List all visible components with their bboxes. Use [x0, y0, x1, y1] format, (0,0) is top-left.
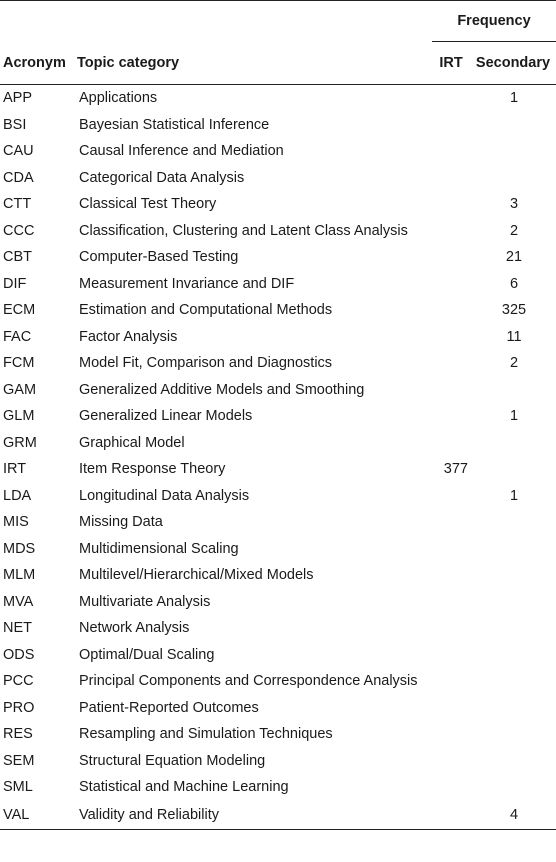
table-row: [0, 536, 556, 563]
secondary-frequency-cell: 1: [509, 90, 519, 107]
irt-frequency-cell: [432, 748, 470, 775]
irt-frequency-cell: [432, 562, 470, 589]
secondary-frequency-cell: 325: [501, 302, 527, 319]
table-row: [0, 642, 556, 669]
irt-frequency-cell: [432, 403, 470, 430]
table-row: [0, 377, 556, 404]
acronym-cell: MVA: [3, 593, 34, 610]
irt-frequency-cell: [432, 695, 470, 722]
secondary-frequency-cell: 1: [509, 487, 519, 504]
topic-cell: Graphical Model: [79, 434, 185, 451]
irt-frequency-cell: [432, 430, 470, 457]
acronym-cell: MLM: [3, 567, 36, 584]
acronym-cell: CDA: [3, 169, 34, 186]
topic-cell: Measurement Invariance and DIF: [79, 275, 295, 292]
irt-frequency-cell: [432, 377, 470, 404]
table-row: [0, 403, 556, 430]
irt-frequency-cell: [432, 721, 470, 748]
topic-cell: Statistical and Machine Learning: [79, 779, 289, 796]
topic-cell: Classification, Clustering and Latent Class Analysis: [79, 222, 408, 239]
table-row: [0, 695, 556, 722]
acronym-cell: GLM: [3, 408, 35, 425]
irt-frequency-cell: [432, 112, 470, 139]
acronym-cell: GRM: [3, 434, 37, 451]
table-row: [0, 456, 556, 483]
acronym-cell: PCC: [3, 673, 34, 690]
acronym-cell: ECM: [3, 302, 36, 319]
table-row: [0, 244, 556, 271]
table-row: [0, 589, 556, 616]
secondary-frequency-cell: [470, 430, 556, 457]
acronym-cell: GAM: [3, 381, 37, 398]
table-row: [0, 191, 556, 218]
acronym-cell: CCC: [3, 222, 35, 239]
irt-frequency-cell: [432, 642, 470, 669]
secondary-frequency-cell: [470, 615, 556, 642]
secondary-frequency-cell: 11: [506, 328, 522, 345]
header-irt: IRT: [432, 42, 470, 85]
table-row: [0, 668, 556, 695]
header-acronym: Acronym: [0, 42, 74, 85]
secondary-frequency-cell: [470, 165, 556, 192]
secondary-frequency-cell: [470, 509, 556, 536]
secondary-frequency-cell: [470, 562, 556, 589]
irt-frequency-cell: 377: [443, 461, 468, 478]
table-row: [0, 721, 556, 748]
topic-cell: Patient-Reported Outcomes: [79, 699, 259, 716]
table-row: [0, 85, 556, 112]
secondary-frequency-cell: [470, 112, 556, 139]
header-frequency: Frequency: [432, 1, 556, 42]
table-row: [0, 483, 556, 510]
secondary-frequency-cell: [470, 721, 556, 748]
topic-cell: Model Fit, Comparison and Diagnostics: [79, 355, 333, 372]
header-topic-category: Topic category: [74, 42, 432, 85]
table-row: [0, 350, 556, 377]
acronym-cell: CAU: [3, 143, 34, 160]
secondary-frequency-cell: 21: [505, 249, 523, 266]
table-row: [0, 774, 556, 801]
table-row: [0, 112, 556, 139]
acronym-cell: MIS: [3, 514, 29, 531]
topic-cell: Resampling and Simulation Techniques: [79, 726, 333, 743]
secondary-frequency-cell: [470, 748, 556, 775]
topic-cell: Principal Components and Correspondence Analysis: [79, 673, 418, 690]
table-row: [0, 138, 556, 165]
irt-frequency-cell: [432, 218, 470, 245]
irt-frequency-cell: [432, 165, 470, 192]
table-row: [0, 430, 556, 457]
irt-frequency-cell: [432, 801, 470, 830]
acronym-cell: CBT: [3, 249, 32, 266]
irt-frequency-cell: [432, 350, 470, 377]
acronym-cell: SML: [3, 779, 33, 796]
table-header: [0, 1, 556, 85]
irt-frequency-cell: [432, 509, 470, 536]
table-row: [0, 509, 556, 536]
acronym-cell: MDS: [3, 540, 36, 557]
secondary-frequency-cell: [470, 456, 556, 483]
secondary-frequency-cell: 2: [509, 222, 519, 239]
secondary-frequency-cell: [470, 589, 556, 616]
header-secondary: Secondary: [470, 42, 556, 85]
topic-cell: Missing Data: [79, 514, 163, 531]
acronym-cell: LDA: [3, 487, 32, 504]
topic-cell: Structural Equation Modeling: [79, 752, 266, 769]
irt-frequency-cell: [432, 536, 470, 563]
header-spacer: [74, 1, 432, 42]
topic-cell: Validity and Reliability: [74, 801, 432, 830]
acronym-cell: VAL: [0, 801, 74, 830]
acronym-cell: APP: [3, 90, 33, 107]
acronym-cell: BSI: [3, 116, 27, 133]
topic-cell: Classical Test Theory: [79, 196, 217, 213]
irt-frequency-cell: [432, 324, 470, 351]
secondary-frequency-cell: [470, 377, 556, 404]
table-row: [0, 615, 556, 642]
secondary-frequency-cell: [470, 138, 556, 165]
topic-cell: Generalized Linear Models: [79, 408, 253, 425]
irt-frequency-cell: [432, 271, 470, 298]
acronym-cell: RES: [3, 726, 33, 743]
topic-cell: Multidimensional Scaling: [79, 540, 239, 557]
irt-frequency-cell: [432, 244, 470, 271]
secondary-frequency-cell: [470, 774, 556, 801]
acronym-cell: ODS: [3, 646, 35, 663]
secondary-frequency-cell: [470, 642, 556, 669]
header-spacer: [0, 1, 74, 42]
topic-cell: Estimation and Computational Methods: [79, 302, 333, 319]
topic-cell: Multivariate Analysis: [79, 593, 211, 610]
irt-frequency-cell: [432, 589, 470, 616]
topic-cell: Causal Inference and Mediation: [79, 143, 284, 160]
irt-frequency-cell: [432, 615, 470, 642]
irt-frequency-cell: [432, 85, 470, 112]
table-row: [0, 297, 556, 324]
irt-frequency-cell: [432, 774, 470, 801]
topic-cell: Network Analysis: [79, 620, 190, 637]
header-row-frequency: [0, 1, 556, 42]
secondary-frequency-cell: [470, 536, 556, 563]
acronym-cell: DIF: [3, 275, 27, 292]
topic-cell: Bayesian Statistical Inference: [79, 116, 270, 133]
topic-cell: Generalized Additive Models and Smoothing: [79, 381, 365, 398]
topic-cell: Item Response Theory: [79, 461, 226, 478]
table-row: [0, 562, 556, 589]
secondary-frequency-cell: [470, 668, 556, 695]
irt-frequency-cell: [432, 668, 470, 695]
acronym-cell: PRO: [3, 699, 35, 716]
secondary-frequency-cell: 6: [509, 275, 519, 292]
acronym-cell: FCM: [3, 355, 35, 372]
topic-cell: Multilevel/Hierarchical/Mixed Models: [79, 567, 314, 584]
topic-cell: Factor Analysis: [79, 328, 178, 345]
topic-cell: Optimal/Dual Scaling: [79, 646, 215, 663]
irt-frequency-cell: [432, 297, 470, 324]
irt-frequency-cell: [432, 138, 470, 165]
table-row: [0, 218, 556, 245]
header-row-columns: [0, 42, 556, 85]
topic-cell: Categorical Data Analysis: [79, 169, 245, 186]
acronym-cell: SEM: [3, 752, 35, 769]
table-body: [0, 85, 556, 830]
secondary-frequency-cell: [470, 695, 556, 722]
topic-cell: Computer-Based Testing: [79, 249, 239, 266]
table-row: [0, 801, 556, 830]
secondary-frequency-cell: 1: [509, 408, 519, 425]
table-row: [0, 271, 556, 298]
irt-frequency-cell: [432, 191, 470, 218]
topic-cell: Longitudinal Data Analysis: [79, 487, 250, 504]
acronym-cell: IRT: [3, 461, 27, 478]
secondary-frequency-cell: 2: [509, 355, 519, 372]
secondary-frequency-cell: 3: [509, 196, 519, 213]
irt-frequency-cell: [432, 483, 470, 510]
acronym-cell: NET: [3, 620, 32, 637]
acronym-cell: CTT: [3, 196, 32, 213]
table-row: [0, 324, 556, 351]
table-row: [0, 748, 556, 775]
table-row: [0, 165, 556, 192]
secondary-frequency-cell: 4: [470, 801, 556, 830]
acronym-cell: FAC: [3, 328, 32, 345]
topic-cell: Applications: [79, 90, 158, 107]
